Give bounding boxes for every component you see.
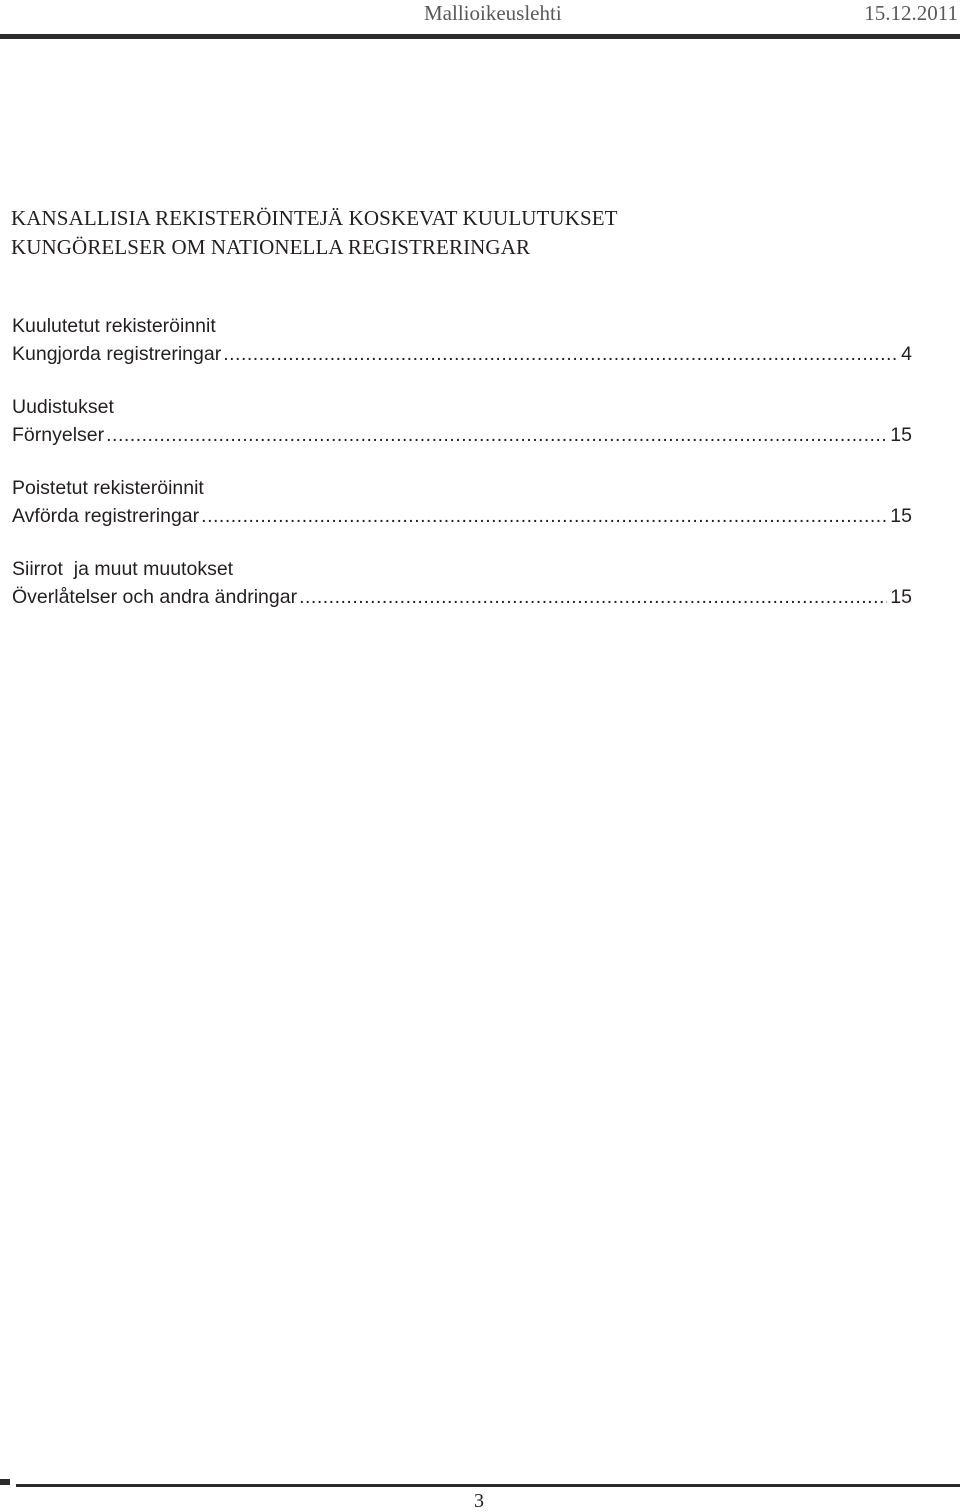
toc-page-number: 15	[890, 586, 912, 608]
toc-entry-text: Kungjorda registreringar	[12, 343, 222, 365]
header-rule	[0, 34, 960, 39]
table-of-contents	[12, 312, 912, 636]
page-title	[11, 204, 618, 262]
toc-heading: Siirrot ja muut muutokset	[12, 558, 234, 580]
toc-page-number: 4	[901, 343, 912, 365]
footer-rule	[16, 1484, 960, 1487]
toc-entry-link[interactable]	[12, 583, 912, 611]
dot-leader	[106, 421, 887, 449]
page-header	[0, 0, 960, 40]
publication-title: Mallioikeuslehti	[424, 1, 562, 25]
dot-leader	[201, 502, 887, 530]
toc-section-transfers	[12, 555, 912, 611]
toc-entry-text: Avförda registreringar	[12, 505, 200, 527]
toc-entry-text: Förnyelser	[12, 424, 105, 446]
toc-entry-link[interactable]	[12, 502, 912, 530]
toc-entry-text: Överlåtelser och andra ändringar	[12, 586, 298, 608]
toc-entry-link[interactable]	[12, 340, 912, 368]
dot-leader	[299, 583, 887, 611]
toc-heading: Poistetut rekisteröinnit	[12, 477, 204, 499]
dot-leader	[223, 340, 898, 368]
page-title-swedish: KUNGÖRELSER OM NATIONELLA REGISTRERINGAR	[11, 235, 531, 259]
page-title-finnish: KANSALLISIA REKISTERÖINTEJÄ KOSKEVAT KUULUTUKSET	[11, 206, 618, 230]
toc-page-number: 15	[890, 424, 912, 446]
footer-mark	[0, 1479, 10, 1485]
toc-heading: Uudistukset	[12, 396, 114, 418]
toc-page-number: 15	[890, 505, 912, 527]
toc-section-removals	[12, 474, 912, 530]
toc-section-renewals	[12, 393, 912, 449]
toc-heading: Kuulutetut rekisteröinnit	[12, 315, 216, 337]
page-number: 3	[474, 1490, 484, 1512]
toc-entry-link[interactable]	[12, 421, 912, 449]
toc-section-registrations	[12, 312, 912, 368]
publication-date: 15.12.2011	[864, 1, 958, 25]
